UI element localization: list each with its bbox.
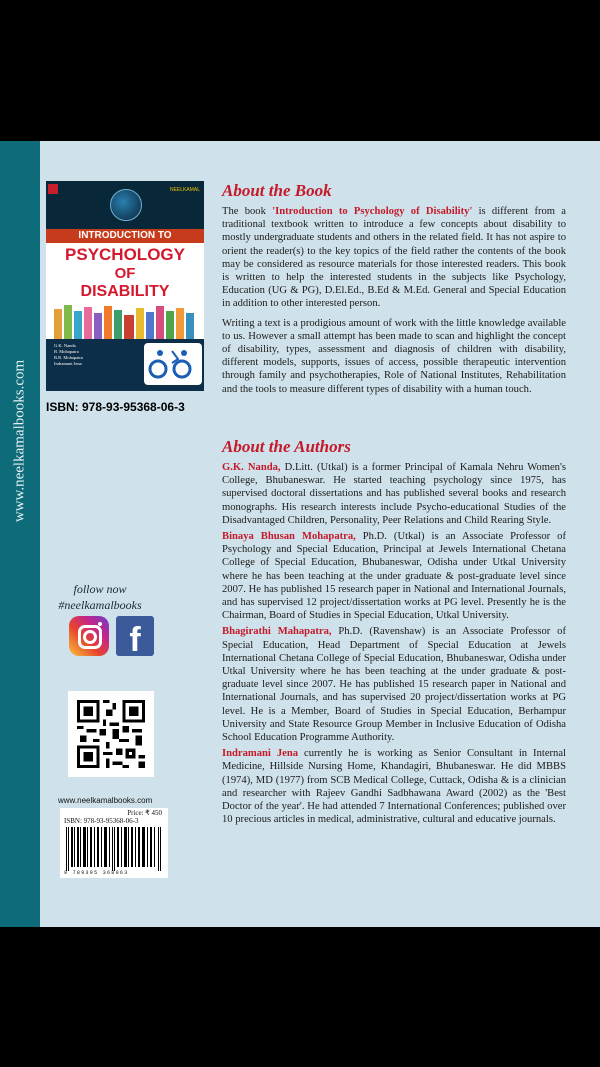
author-bio-3 <box>222 625 566 744</box>
author-bio-1 <box>222 461 566 527</box>
about-book-paragraph-1 <box>222 205 566 311</box>
cover-title-line2: OF <box>114 265 136 282</box>
cover-band-title: INTRODUCTION TO <box>78 230 172 241</box>
cover-author: B. Mohapatra <box>54 349 79 354</box>
author-bio-text: currently he is working as Senior Consultant in Internal Medicine, Hillside Nursing Home, Khandagiri, Bhubaneswar. He did MBBS (1974), MD (1977) from SCB Medical College, Cuttack, Odisha & is a clinician and researcher with Rajeev Gandhi Sadbhawana Award (2002) as the 'Best Doctor of the year'. He had attended 7 International Conferences; published over 10 precious articles in medical, administrative, cultural and educative journals. <box>222 748 566 826</box>
qr-code-icon <box>77 700 145 768</box>
follow-line: follow now <box>73 582 127 596</box>
publisher-logo-icon <box>48 184 58 194</box>
author-bio-2 <box>222 530 566 622</box>
p1-body: is different from a traditional textbook written to introduce a few concepts about disability to mostly undergraduate students and others in the related field. It has not aspire to orient the reader(s) to the key topics of the field rather the contents of the book may be considered as resource materials for those interested readers. This book is written to help the interested students in the subjects like Psychology, Education (UG & PG), D.El.Ed., B.Ed & M.Ed. General and Special Education in addition to other interested person. <box>222 206 566 310</box>
back-cover <box>0 141 600 927</box>
cover-author: Indramani Jena <box>54 361 82 366</box>
barcode-digits: 9 789395 368063 <box>64 870 129 876</box>
cover-author: G.K. Nanda <box>54 343 76 348</box>
cover-author: B.R. Mohapatra <box>54 355 83 360</box>
author-bio-text: Ph.D. (Utkal) is an Associate Professor of Psychology and Special Education, Principal at Jewels International Chetana College of Special Education, Bhubaneswar, Odisha under Utkal University where he has been teaching at the under graduate & post-graduate level since 2007. He has published 15 research paper in National and International Journals, and has supervised 12 project/dissertation works at PG level. Presently he is the Chairman, Board of Studies in Special Education, Utkal University. <box>222 531 566 622</box>
cover-band <box>46 229 204 243</box>
instagram-flash <box>98 622 102 626</box>
spine-url[interactable]: www.neelkamalbooks.com <box>11 359 28 523</box>
book-title-highlight: 'Introduction to Psychology of Disability' <box>272 206 473 217</box>
people-silhouettes-icon <box>52 303 198 339</box>
qr-code[interactable] <box>68 691 154 777</box>
about-book-heading: About the Book <box>222 181 332 200</box>
cover-title-line3: DISABILITY <box>80 283 170 300</box>
cover-authors <box>54 343 83 367</box>
follow-text <box>40 581 160 613</box>
accessibility-symbols-icon <box>144 343 202 385</box>
instagram-lens <box>83 630 97 644</box>
about-book-section <box>222 181 566 396</box>
author-name: Bhagirathi Mahapatra, <box>222 626 332 638</box>
cover-publisher: NEELKAMAL <box>169 187 200 193</box>
instagram-icon[interactable] <box>69 616 109 656</box>
brain-globe-icon <box>110 189 142 221</box>
author-bio-text: D.Litt. (Utkal) is a former Principal of Kamala Nehru Women's College, Bhubaneswar. He started teaching psychology since 1975, has supervised doctoral dissertations and has published several books and research monographs. His research interests include Psycho-educational Studies of the Disadvantaged Children, Personality, Peer Relations and Child Rearing Style. <box>222 462 566 526</box>
price: Price: ₹ 450 <box>127 809 162 817</box>
barcode-block <box>58 796 170 878</box>
isbn-label: ISBN: 978-93-95368-06-3 <box>46 400 185 414</box>
author-name: G.K. Nanda, <box>222 462 281 473</box>
cover-title-line1: PSYCHOLOGY <box>65 245 185 264</box>
cover-thumbnail <box>46 181 204 391</box>
author-bio-text: Ph.D. (Ravenshaw) is an Associate Professor of Special Education, Head Department of Special Education at Jewels International Chetana College of Special Education, Bhubaneswar, Odisha under Utkal University where he has been teaching at the under graduate & post-graduate level since 2007. He has published 15 research paper in National and International Journals, and has supervised 20 project/dissertation works at PG level. He is a Member, Board of Studies in Special Education, Berhampur University and State Resource Group Member in Inclusive Education of Odisha School Education Programme Authority. <box>222 626 567 744</box>
p1-lead: The book <box>222 206 273 217</box>
about-authors-section <box>222 437 566 826</box>
barcode-panel <box>60 808 168 878</box>
author-bio-4 <box>222 747 566 826</box>
spine-strip <box>0 141 40 927</box>
author-name: Binaya Bhusan Mohapatra, <box>222 531 356 543</box>
about-book-paragraph-2: Writing a text is a prodigious amount of work with the little knowledge available to us. However a small attempt has been made to scan and highlight the concept of disability, types, assessment and diagnosis of children with disability, different models, supports, issues of access, possible therapeutic intervention through family and psychotherapies, Role of National Institutes, Rehabilitation and the tools to measure different types of disability with a human touch. <box>222 317 566 395</box>
barcode-isbn: ISBN: 978-93-95368-06-3 <box>64 817 139 825</box>
facebook-icon[interactable]: f <box>116 616 154 656</box>
about-authors-heading: About the Authors <box>222 437 351 456</box>
author-name: Indramani Jena <box>222 748 299 760</box>
barcode-icon <box>64 827 164 871</box>
barcode-url[interactable]: www.neelkamalbooks.com <box>58 796 153 805</box>
hashtag[interactable]: #neelkamalbooks <box>58 598 142 612</box>
